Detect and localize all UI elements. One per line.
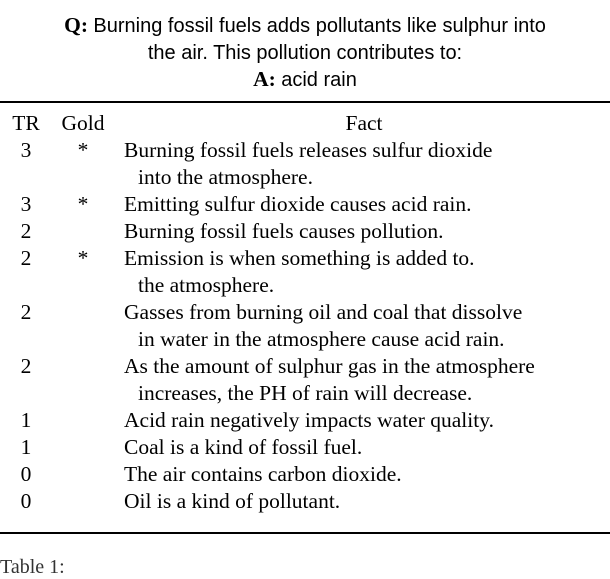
bottom-rule [0, 532, 610, 534]
table-row [0, 218, 610, 245]
table-row [0, 407, 610, 434]
tr-score: 2 [20, 219, 32, 243]
fact-line: Burning fossil fuels causes pollution. [124, 219, 444, 243]
table-row [0, 191, 610, 218]
tr-score: 1 [20, 408, 32, 432]
question-text-2: the air. This pollution contributes to: [147, 42, 463, 64]
table-caption: Table 1: [0, 556, 65, 578]
table-row [0, 299, 610, 353]
fact-line: As the amount of sulphur gas in the atmosphere [124, 354, 535, 378]
fact-line: Emission is when something is added to. [124, 246, 475, 270]
tr-score: 2 [20, 300, 32, 324]
header-gold: Gold [61, 111, 105, 135]
table-row [0, 488, 610, 515]
tr-score: 1 [20, 435, 32, 459]
answer-line [0, 66, 610, 93]
gold-marker: * [77, 192, 89, 216]
gold-marker: * [77, 246, 89, 270]
gold-marker: * [77, 138, 89, 162]
question-text-1: Burning fossil fuels adds pollutants like sulphur into [93, 15, 546, 37]
fact-text [124, 353, 606, 407]
fact-line: into the atmosphere. [138, 165, 313, 189]
fact-text [124, 407, 606, 434]
top-rule [0, 101, 610, 103]
tr-score: 2 [20, 354, 32, 378]
table-row [0, 353, 610, 407]
fact-line: Oil is a kind of pollutant. [124, 489, 341, 513]
facts-table [0, 110, 610, 515]
fact-line: Gasses from burning oil and coal that dissolve [124, 300, 523, 324]
tr-score: 3 [20, 138, 32, 162]
table-row [0, 461, 610, 488]
fact-line: increases, the PH of rain will decrease. [138, 381, 473, 405]
fact-line: Acid rain negatively impacts water quality. [124, 408, 494, 432]
fact-text [124, 218, 606, 245]
fact-text [124, 299, 606, 353]
fact-line: Coal is a kind of fossil fuel. [124, 435, 363, 459]
fact-line: in water in the atmosphere cause acid rain. [138, 327, 505, 351]
question-answer-block [0, 12, 610, 93]
table-row [0, 245, 610, 299]
fact-text [124, 191, 606, 218]
question-label: Q: [64, 13, 89, 37]
fact-line: Emitting sulfur dioxide causes acid rain. [124, 192, 472, 216]
tr-score: 0 [20, 489, 32, 513]
fact-text [124, 137, 606, 191]
table-row [0, 137, 610, 191]
fact-line: the atmosphere. [138, 273, 275, 297]
fact-text [124, 434, 606, 461]
fact-text [124, 245, 606, 299]
fact-line: The air contains carbon dioxide. [124, 462, 402, 486]
tr-score: 2 [20, 246, 32, 270]
fact-text [124, 461, 606, 488]
header-fact: Fact [345, 111, 383, 135]
tr-score: 0 [20, 462, 32, 486]
answer-label: A: [253, 67, 276, 91]
fact-text [124, 488, 606, 515]
answer-text: acid rain [281, 69, 357, 91]
table-row [0, 434, 610, 461]
question-line-2 [0, 39, 610, 66]
header-tr: TR [12, 111, 40, 135]
tr-score: 3 [20, 192, 32, 216]
fact-line: Burning fossil fuels releases sulfur dioxide [124, 138, 493, 162]
question-line-1 [0, 12, 610, 39]
table-header-row [0, 110, 610, 137]
